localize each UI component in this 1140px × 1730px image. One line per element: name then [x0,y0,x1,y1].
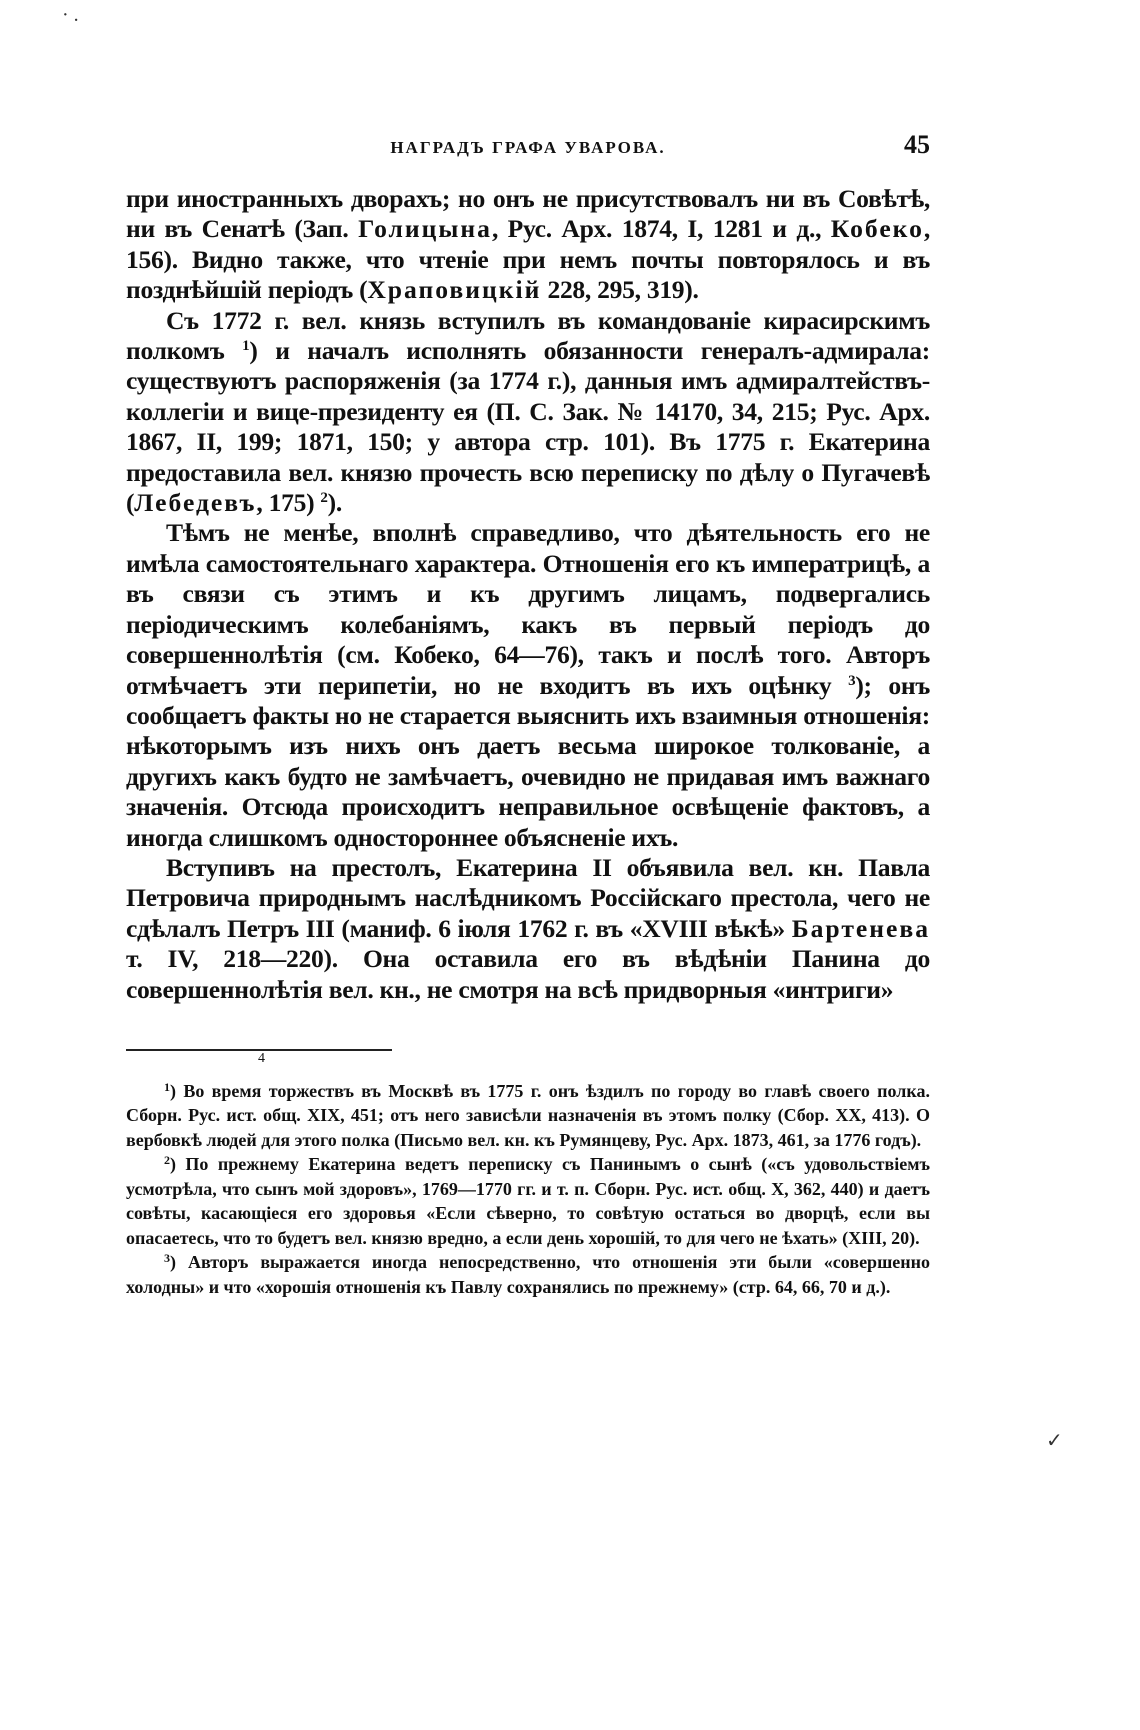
text-run: ) и началъ исполнять обязанности генералъ-адмирала: существуютъ распоряженія (за 1774 г.), данныя имъ адмиралтействъ-коллегіи и вице-президенту ея (П. С. Зак. № 14170, 34, 215; Рус. Арх. 1867, II, 199; 1871, 150; у автора стр. 101). Въ 1775 г. Екатерина предоставила вел. князю прочесть всю переписку по дѣлу о Пугачевѣ ( [126,336,931,518]
text-run: Вступивъ на престолъ, Екатерина II объявила вел. кн. Павла Петровича природнымъ наслѣдникомъ Россійскаго престола, чего не сдѣлалъ Петръ III (маниф. 6 іюля 1762 г. въ «XVIII вѣкѣ» [126,852,930,943]
footnote-number: 1 [164,1079,170,1094]
paragraph [126,518,930,852]
text-run: 228, 295, 319). [541,275,699,305]
footnote-ref: 2 [320,490,328,507]
footnote-text: ) Авторъ выражается иногда непосредственно, что отношенія эти были «совершенно холодны» и что «хорошія отношенія къ Павлу сохранялись по прежнему» (стр. 64, 66, 70 и д.). [126,1252,930,1297]
author-name: Кобеко [830,214,924,244]
paragraph [126,184,930,306]
footnote-text: ) Во время торжествъ въ Москвѣ въ 1775 г. онъ ѣздилъ по городу во главѣ своего полка. Сборн. Рус. ист. общ. XIX, 451; отъ него зависѣли назначенія въ этомъ полку (Сбор. XX, 413). О вербовкѣ людей для этого полка (Письмо вел. кн. къ Румянцеву, Рус. Арх. 1873, 461, за 1776 годъ). [126,1080,930,1150]
author-name: Голицына [358,214,492,244]
text-run: ); онъ сообщаетъ факты но не старается выяснить ихъ взаимныя отношенія: нѣкоторымъ изъ нихъ онъ даетъ весьма широкое толкованіе, а другихъ какъ будто не замѣчаетъ, очевидно не придавая имъ важнаго значенія. Отсюда происходитъ неправильное освѣщеніе фактовъ, а иногда слишкомъ одностороннее объясненіе ихъ. [126,670,930,852]
text-run: Тѣмъ не менѣе, вполнѣ справедливо, что дѣятельность его не имѣла самостоятельнаго характера. Отношенія его къ императрицѣ, а въ связи съ этимъ и къ другимъ лицамъ, подвергались періодическимъ колебаніямъ, какъ въ первый періодъ до совершеннолѣтія (см. Кобеко, 64—76), такъ и послѣ того. Авторъ отмѣчаетъ эти перипетіи, но не входитъ въ ихъ оцѣнку [126,518,930,700]
text-run: ). [327,488,342,518]
main-text [126,184,930,1005]
footnote-number: 2 [164,1153,170,1168]
author-name: Лебедевъ [134,488,257,518]
pencil-mark: ✓ [1046,1430,1063,1452]
page-header [126,130,930,170]
footnote-ref: 1 [242,338,250,355]
author-name: Храповицкій [367,275,542,305]
author-name: Бартенева [791,913,930,943]
footnote-number: 3 [164,1251,170,1266]
text-run: при иностранныхъ дворахъ; но онъ не присутствовалъ ни въ Совѣтѣ, ни въ Сенатѣ (Зап. [126,184,930,244]
footnotes [126,1079,930,1300]
footnote [126,1250,930,1299]
footnote-ref: 3 [848,672,856,689]
book-page [126,130,930,1299]
footnote [126,1079,930,1153]
running-title: НАГРАДЪ ГРАФА УВАРОВА. [390,138,666,157]
paragraph [126,853,930,1005]
text-run: , 156). Видно также, что чтеніе при немъ почты повторялось и въ позднѣйшій періодъ ( [126,214,930,305]
text-run: т. IV, 218—220). Она оставила его въ вѣдѣніи Панина до совершеннолѣтія вел. кн., не смотря на всѣ придворныя «интриги» [126,944,930,1004]
paragraph [126,306,930,519]
footnote [126,1152,930,1250]
text-run: Съ 1772 г. вел. князь вступилъ въ командованіе кирасирскимъ полкомъ [126,305,930,366]
text-run: , Рус. Арх. 1874, I, 1281 и д., [491,214,831,244]
scan-speck-top: · . [62,4,79,26]
page-number: 45 [904,130,930,159]
footnote-text: ) По прежнему Екатерина ведетъ переписку съ Панинымъ о сынѣ («съ удовольствіемъ усмотрѣла, что сынъ мой здоровъ», 1769—1770 гг. и т. п. Сборн. Рус. ист. общ. X, 362, 440) и даетъ совѣты, касающіеся его здоровья «Если сѣверно, то совѣтую остаться во дворцѣ, если вы опасаетесь, что то будетъ вел. князю вредно, а если день хорошій, то для чего не ѣхать» (XIII, 20). [126,1154,930,1248]
text-run: , 175) [256,488,321,518]
footnote-mark: 4 [258,1050,265,1066]
